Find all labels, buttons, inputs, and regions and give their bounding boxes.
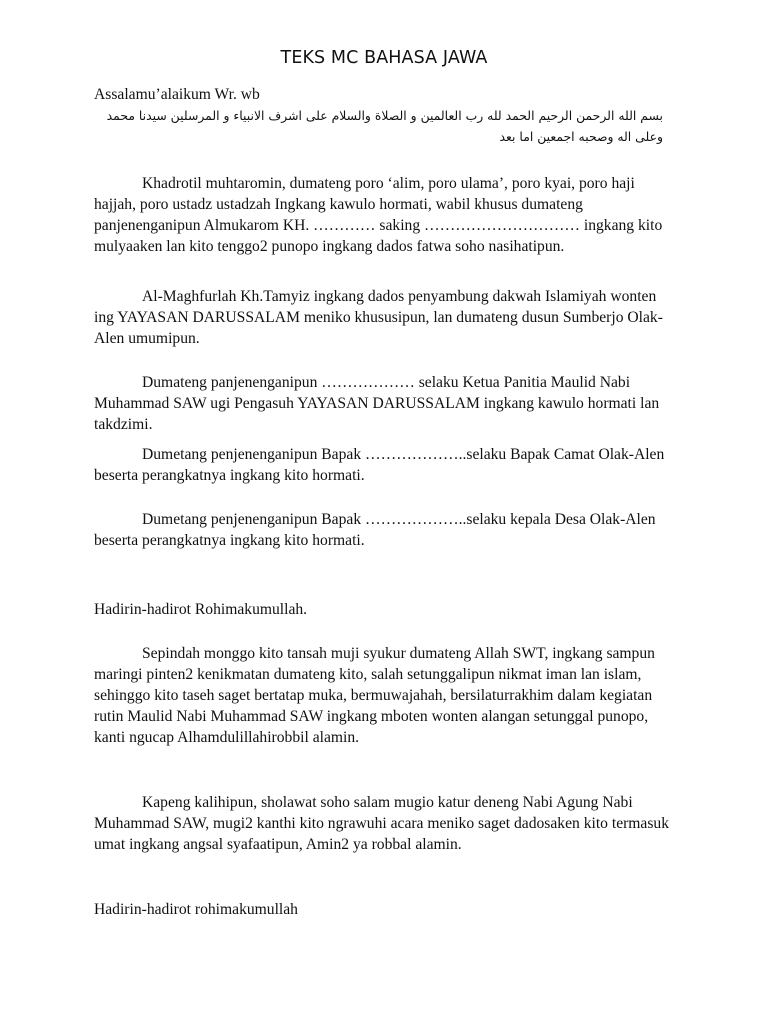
- paragraph-ketua-panitia: [94, 372, 674, 435]
- paragraph-sholawat: [94, 792, 674, 855]
- arabic-opening: بسم الله الرحمن الرحيم الحمد لله رب العالمين و الصلاة والسلام على اشرف الانبياء و المرسلين سيدنا محمد وعلى اله وصحبه اجمعين اما بعد: [106, 108, 663, 144]
- paragraph-camat: [94, 444, 674, 486]
- paragraph-text: Al-Maghfurlah Kh.Tamyiz ingkang dados penyambung dakwah Islamiyah wonten ing YAYASAN DARUSSALAM meniko khususipun, lan dumateng dusun Sumberjo Olak-Alen umumipun.: [94, 288, 663, 347]
- paragraph-hadirin-2: [94, 899, 674, 920]
- paragraph-kepala-desa: [94, 509, 674, 551]
- paragraph-hadirin-1: [94, 599, 674, 620]
- paragraph-text: Dumetang penjenenganipun Bapak ………………..selaku kepala Desa Olak-Alen beserta perangkatnya ingkang kito hormati.: [94, 511, 656, 549]
- paragraph-text: Hadirin-hadirot rohimakumullah: [94, 901, 298, 918]
- paragraph-text: Khadrotil muhtaromin, dumateng poro ‘alim, poro ulama’, poro kyai, poro haji hajjah, poro ustadz ustadzah Ingkang kawulo hormati, wabil khusus dumateng panjenenganipun Almukarom KH. ………… saking ………………………… ingkang kito mulyaaken lan kito tenggo2 punopo ingkang dados fatwa soho nasihatipun.: [94, 175, 663, 255]
- paragraph-text: Dumetang penjenenganipun Bapak ………………..selaku Bapak Camat Olak-Alen beserta perangkatnya ingkang kito hormati.: [94, 446, 665, 484]
- paragraph-text: Sepindah monggo kito tansah muji syukur dumateng Allah SWT, ingkang sampun maringi pinten2 kenikmatan dumateng kito, salah setunggalipun nikmat iman lan islam, sehinggo kito taseh saget bertatap muka, bermuwajahah, bersilaturrakhim dalam kegiatan rutin Maulid Nabi Muhammad SAW ingkang mboten wonten alangan setunggal punopo, kanti ngucap Alhamdulillahirobbil alamin.: [94, 645, 655, 746]
- paragraph-text: Hadirin-hadirot Rohimakumullah.: [94, 601, 308, 618]
- greeting: Assalamu’alaikum Wr. wb: [94, 86, 260, 103]
- paragraph-text: Dumateng panjenenganipun ……………… selaku Ketua Panitia Maulid Nabi Muhammad SAW ugi Pengasuh YAYASAN DARUSSALAM ingkang kawulo hormati lan takdzimi.: [94, 374, 660, 433]
- paragraph-text: Kapeng kalihipun, sholawat soho salam mugio katur deneng Nabi Agung Nabi Muhammad SAW, mugi2 kanthi kito ngrawuhi acara meniko saget dadosaken kito termasuk umat ingkang angsal syafaatipun, Amin2 ya robbal alamin.: [94, 794, 670, 853]
- paragraph-tamyiz: [94, 286, 674, 349]
- paragraph-syukur: [94, 643, 674, 748]
- document-title: TEKS MC BAHASA JAWA: [280, 48, 488, 68]
- paragraph-addressing-ulama: [94, 173, 674, 257]
